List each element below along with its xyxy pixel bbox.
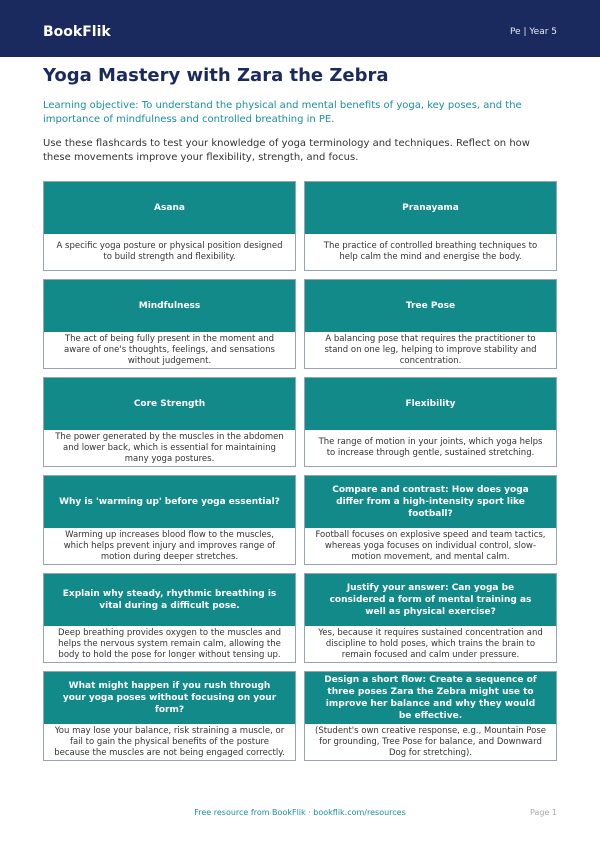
page-header <box>0 0 600 57</box>
flashcard[interactable] <box>304 573 557 663</box>
flashcard-term: Compare and contrast: How does yoga differ from a high-intensity sport like football? <box>305 476 556 528</box>
flashcard[interactable] <box>304 475 557 565</box>
flashcard-term: Justify your answer: Can yoga be considered a form of mental training as well as physical exercise? <box>305 574 556 626</box>
footer-resource-link[interactable]: Free resource from BookFlik · bookflik.com/resources <box>194 808 406 817</box>
flashcard-term: Pranayama <box>305 182 556 234</box>
flashcard-definition: The power generated by the muscles in the abdomen and lower back, which is essential for maintaining many yoga postures. <box>55 431 284 464</box>
subject-year-label: Pe | Year 5 <box>509 27 557 37</box>
flashcard-definition: The act of being fully present in the moment and aware of one's thoughts, feelings, and sensations without judgement. <box>64 333 275 366</box>
flashcard-definition: Deep breathing provides oxygen to the muscles and helps the nervous system remain calm, allowing the body to hold the pose for longer without tensing up. <box>58 627 281 660</box>
flashcard-definition: Yes, because it requires sustained concentration and discipline to hold poses, which trains the brain to remain focused and calm under pressure. <box>318 627 543 660</box>
flashcard-definition: A balancing pose that requires the practitioner to stand on one leg, helping to improve stability and concentration. <box>324 333 537 366</box>
intro-text: Use these flashcards to test your knowledge of yoga terminology and techniques. Reflect on how these movements improve your flexibility, strength, and focus. <box>43 138 530 163</box>
flashcard[interactable] <box>304 671 557 761</box>
flashcard-definition: You may lose your balance, risk straining a muscle, or fail to gain the physical benefits of the posture because the muscles are not being engaged correctly. <box>54 725 285 758</box>
flashcard-term: Design a short flow: Create a sequence of three poses Zara the Zebra might use to improve her balance and why they would be effective. <box>305 672 556 724</box>
learning-objective: Learning objective: To understand the physical and mental benefits of yoga, key poses, and the importance of mindfulness and controlled breathing in PE. <box>43 100 522 125</box>
flashcard[interactable] <box>43 377 296 467</box>
flashcard-term: Tree Pose <box>305 280 556 332</box>
flashcard[interactable] <box>43 181 296 271</box>
flashcard[interactable] <box>43 475 296 565</box>
flashcard-term: Flexibility <box>305 378 556 430</box>
flashcard-term: Why is 'warming up' before yoga essential? <box>44 476 295 528</box>
flashcard[interactable] <box>304 377 557 467</box>
brand-logo[interactable]: BookFlik <box>43 24 111 40</box>
flashcard[interactable] <box>43 279 296 369</box>
flashcard-definition: The range of motion in your joints, which yoga helps to increase through gentle, sustained stretching. <box>318 437 543 458</box>
page-title: Yoga Mastery with Zara the Zebra <box>43 65 389 86</box>
flashcard-term: Mindfulness <box>44 280 295 332</box>
flashcard-definition: Football focuses on explosive speed and team tactics, whereas yoga focuses on individual control, slow-motion movement, and mental calm. <box>315 529 546 562</box>
flashcard-grid <box>43 181 557 761</box>
flashcard[interactable] <box>304 181 557 271</box>
page-number: Page 1 <box>530 808 557 817</box>
flashcard-term: Core Strength <box>44 378 295 430</box>
flashcard[interactable] <box>43 671 296 761</box>
flashcard-term: What might happen if you rush through your yoga poses without focusing on your form? <box>44 672 295 724</box>
flashcard-definition: A specific yoga posture or physical position designed to build strength and flexibility. <box>56 241 283 262</box>
flashcard-term: Asana <box>44 182 295 234</box>
flashcard-definition: (Student's own creative response, e.g., Mountain Pose for grounding, Tree Pose for balance, and Downward Dog for stretching). <box>315 725 546 758</box>
flashcard[interactable] <box>304 279 557 369</box>
flashcard[interactable] <box>43 573 296 663</box>
flashcard-definition: The practice of controlled breathing techniques to help calm the mind and energise the body. <box>323 241 538 262</box>
flashcard-definition: Warming up increases blood flow to the muscles, which helps prevent injury and improves range of motion during deeper stretches. <box>63 529 276 562</box>
flashcard-term: Explain why steady, rhythmic breathing is vital during a difficult pose. <box>44 574 295 626</box>
